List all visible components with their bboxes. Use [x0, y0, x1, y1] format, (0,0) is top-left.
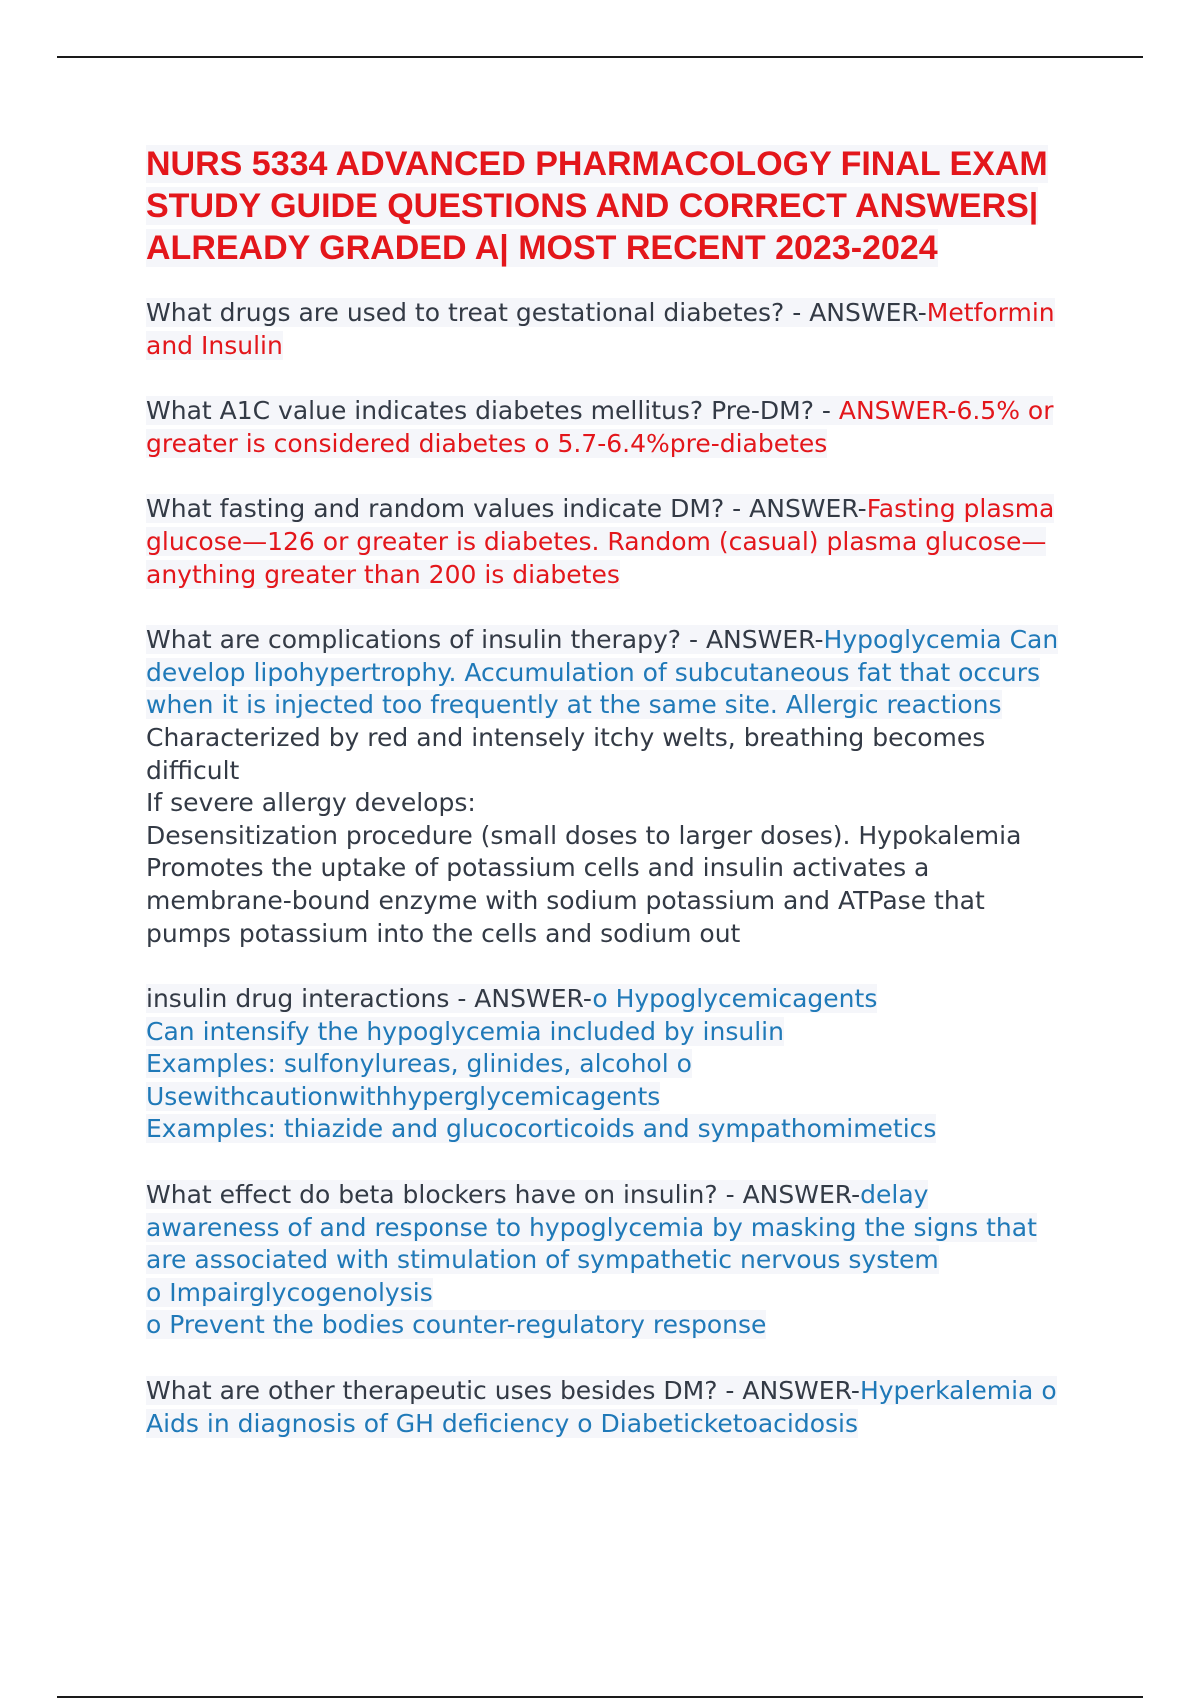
- document-title-text: NURS 5334 ADVANCED PHARMACOLOGY FINAL EXAM STUDY GUIDE QUESTIONS AND CORRECT ANSWERS| ALREADY GRADED A| MOST RECENT 2023-2024: [146, 145, 1048, 267]
- question-text: What effect do beta blockers have on insulin? - ANSWER-: [146, 1180, 861, 1210]
- answer-detail-line: If severe allergy develops:: [146, 788, 476, 818]
- document-title: [146, 143, 1066, 269]
- question-text: What are complications of insulin therapy? - ANSWER-: [146, 625, 824, 655]
- answer-text: Hypoglycemia Can develop lipohypertrophy. Accumulation of subcutaneous fat that occurs when it is injected too frequently at the same site. Allergic reactions: [146, 625, 1059, 720]
- answer-detail-line: Can intensify the hypoglycemia included by insulin: [146, 1016, 784, 1046]
- qa-item-insulin-complications: [146, 624, 1066, 950]
- question-text: insulin drug interactions - ANSWER-: [146, 984, 593, 1014]
- qa-item-fasting-random-values: [146, 493, 1066, 591]
- question-text: What drugs are used to treat gestational diabetes? - ANSWER-: [146, 298, 927, 327]
- answer-detail-line: Characterized by red and intensely itchy welts, breathing becomes difficult: [146, 722, 986, 785]
- answer-detail-line: Examples: sulfonylureas, glinides, alcohol o Usewithcautionwithhyperglycemicagents: [146, 1049, 692, 1111]
- qa-item-insulin-drug-interactions: [146, 983, 1066, 1146]
- answer-text: Metformin and Insulin: [146, 298, 1055, 360]
- qa-item-other-therapeutic-uses: [146, 1375, 1066, 1440]
- answer-text: Hyperkalemia o Aids in diagnosis of GH deficiency o Diabeticketoacidosis: [146, 1376, 1057, 1438]
- document-body: [146, 143, 1066, 1473]
- bottom-rule: [57, 1696, 1143, 1698]
- answer-text: ANSWER-6.5% or greater is considered diabetes o 5.7-6.4%pre-diabetes: [146, 396, 1054, 458]
- question-text: What fasting and random values indicate DM? - ANSWER-: [146, 494, 867, 524]
- answer-detail-line: Promotes the uptake of potassium cells and insulin activates a membrane-bound enzyme with sodium potassium and ATPase that pumps potassium into the cells and sodium out: [146, 853, 985, 948]
- answer-detail-line: o Impairglycogenolysis: [146, 1277, 433, 1307]
- answer-text: delay awareness of and response to hypoglycemia by masking the signs that are associated with stimulation of sympathetic nervous system: [146, 1180, 1037, 1275]
- question-text: What are other therapeutic uses besides DM? - ANSWER-: [146, 1376, 860, 1406]
- answer-text: Fasting plasma glucose—126 or greater is diabetes. Random (casual) plasma glucose—anything greater than 200 is diabetes: [146, 494, 1055, 589]
- qa-item-beta-blockers: [146, 1179, 1066, 1342]
- answer-detail-line: Desensitization procedure (small doses to larger doses). Hypokalemia: [146, 820, 1022, 850]
- answer-detail-line: Examples: thiazide and glucocorticoids and sympathomimetics: [146, 1114, 937, 1144]
- top-rule: [57, 56, 1143, 58]
- qa-item-gestational-diabetes: [146, 297, 1066, 362]
- answer-detail-line: o Prevent the bodies counter-regulatory response: [146, 1310, 767, 1340]
- question-text: What A1C value indicates diabetes mellitus? Pre-DM? -: [146, 396, 839, 426]
- answer-text: o Hypoglycemicagents: [592, 984, 878, 1014]
- qa-item-a1c-values: [146, 395, 1066, 460]
